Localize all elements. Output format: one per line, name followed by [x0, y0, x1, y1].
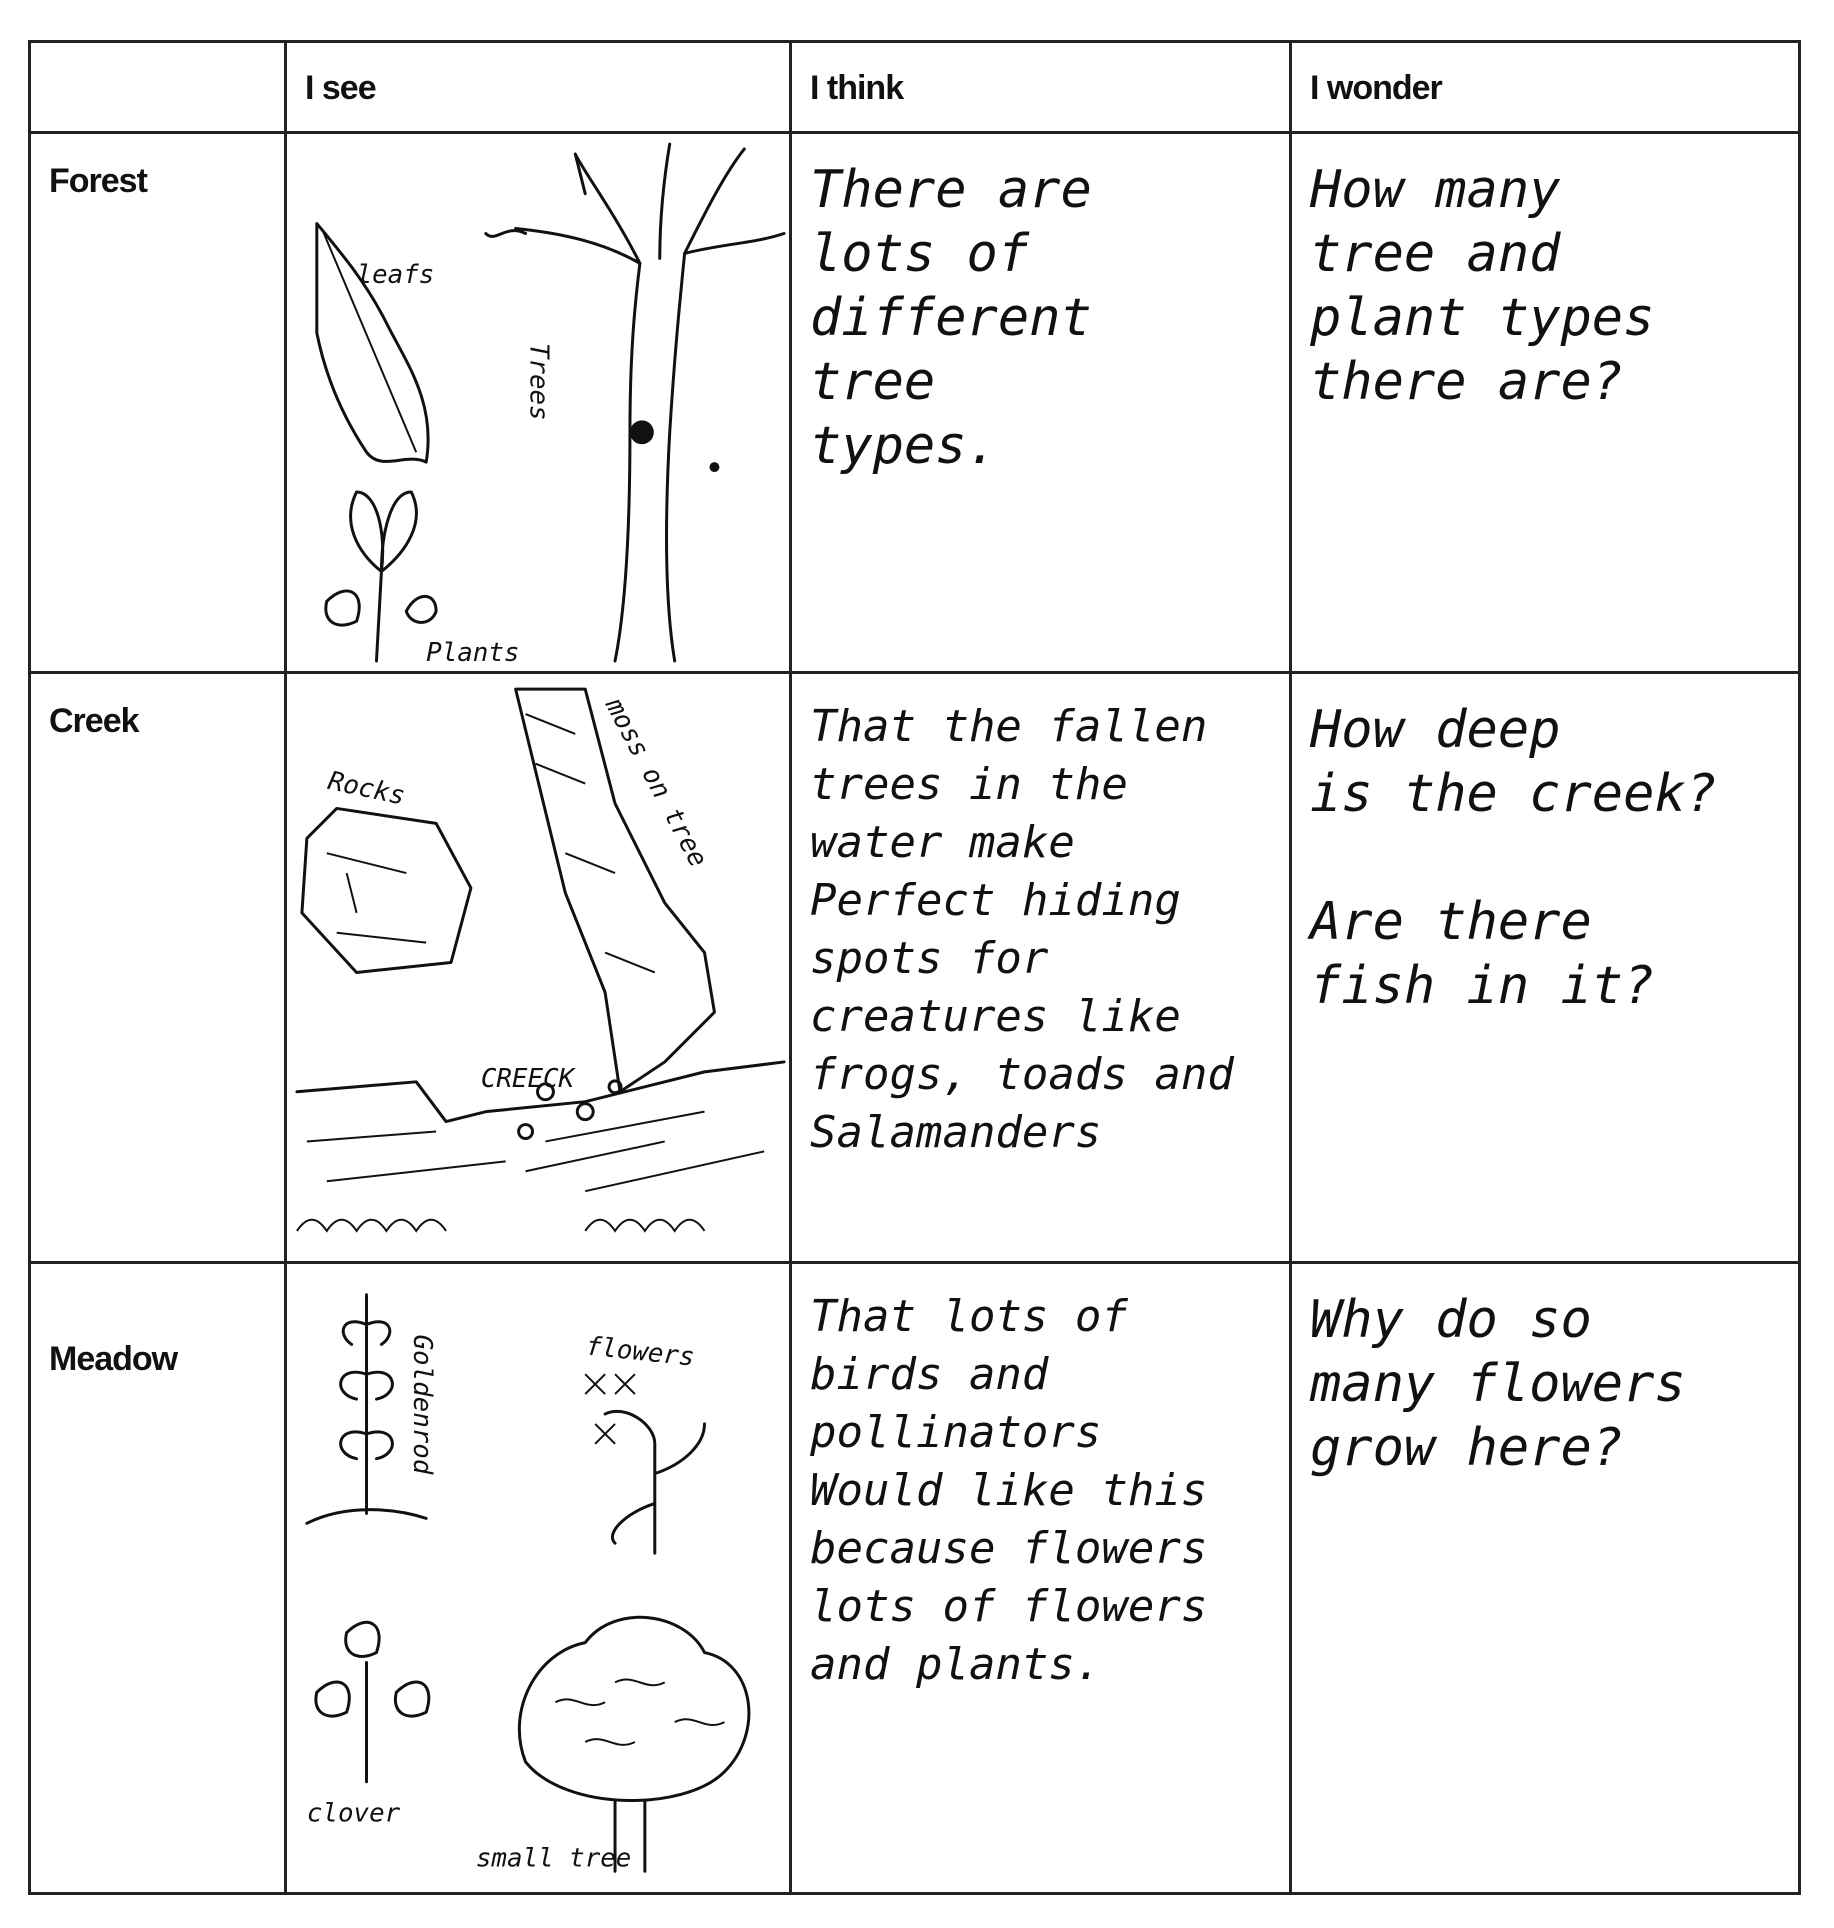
forest-label-trees: Trees — [523, 342, 554, 421]
creek-sketch — [287, 674, 789, 1261]
header-i-wonder: I wonder — [1291, 42, 1800, 133]
creek-think-cell — [791, 673, 1291, 1263]
forest-think-text: There are lots of different tree types. — [810, 160, 1092, 476]
meadow-label-clover: clover — [306, 1798, 401, 1829]
header-row — [30, 42, 1800, 133]
row-forest — [30, 133, 1800, 673]
forest-drawing — [286, 133, 791, 673]
small-tree-sketch — [519, 1617, 749, 1871]
row-meadow — [30, 1263, 1800, 1894]
creek-label-rocks: Rocks — [325, 766, 408, 812]
header-empty — [30, 42, 286, 133]
plant-sketch — [351, 492, 417, 661]
creek-wonder-cell — [1291, 673, 1800, 1263]
creek-drawing — [286, 673, 791, 1263]
header-i-think: I think — [791, 42, 1291, 133]
forest-label-leafs: leafs — [356, 260, 435, 291]
forest-wonder-cell — [1291, 133, 1800, 673]
creek-label-moss: moss on tree — [598, 693, 714, 873]
meadow-wonder-cell — [1291, 1263, 1800, 1894]
flowers-sketch — [605, 1411, 704, 1553]
rock-sketch — [302, 808, 471, 972]
see-think-wonder-table — [28, 40, 1801, 1895]
row-creek — [30, 673, 1800, 1263]
meadow-label-goldenrod: Goldenrod — [407, 1334, 438, 1475]
forest-label-plants: Plants — [426, 637, 520, 668]
meadow-drawing — [286, 1263, 791, 1894]
forest-think-cell — [791, 133, 1291, 673]
forest-sketch — [287, 134, 789, 671]
meadow-think-cell — [791, 1263, 1291, 1894]
meadow-label-flowers: flowers — [584, 1331, 696, 1373]
header-i-see: I see — [286, 42, 791, 133]
creek-wonder-text: How deep is the creek? Are there fish in it? — [1310, 700, 1717, 1016]
fallen-tree-sketch — [516, 689, 715, 1092]
creek-think-text: That the fallen trees in the water make Perfect hiding spots for creatures like frogs, toads and Salamanders — [810, 701, 1234, 1158]
meadow-think-text: That lots of birds and pollinators Would like this because flowers lots of flowers and plants. — [810, 1291, 1208, 1690]
clover-sketch — [316, 1622, 429, 1781]
row-label-meadow: Meadow — [30, 1263, 286, 1894]
meadow-sketch — [287, 1264, 789, 1892]
meadow-label-small-tree: small tree — [475, 1843, 632, 1874]
meadow-wonder-text: Why do so many flowers grow here? — [1310, 1290, 1686, 1478]
forest-wonder-text: How many tree and plant types there are? — [1310, 160, 1655, 412]
row-label-forest: Forest — [30, 133, 286, 673]
creek-label-creek: CREECK — [480, 1063, 575, 1094]
tree-trunk-sketch — [615, 253, 685, 661]
row-label-creek: Creek — [30, 673, 286, 1263]
